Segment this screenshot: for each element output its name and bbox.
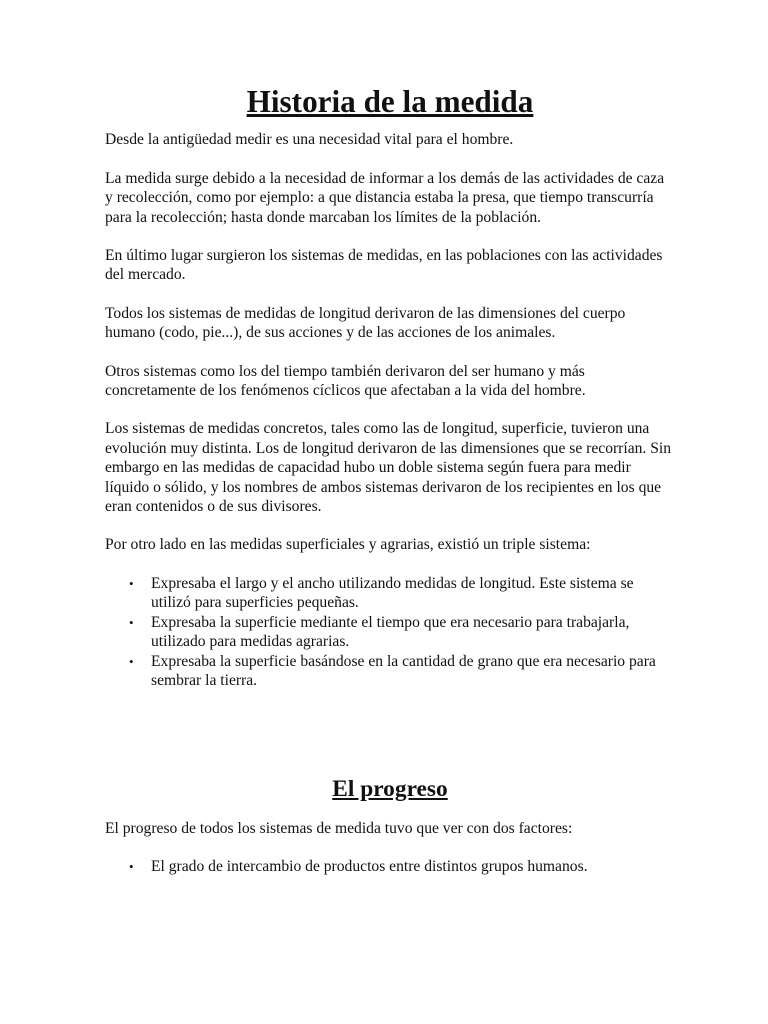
list-item-text: El grado de intercambio de productos entre distintos grupos humanos. <box>151 858 588 876</box>
bullet-list <box>105 574 675 690</box>
bullet-list <box>105 857 675 876</box>
paragraph: Los sistemas de medidas concretos, tales como las de longitud, superficie, tuvieron una evolución muy distinta. Los de longitud derivaron de las dimensiones que se recorrían. Sin embargo en las medidas de capacidad hubo un doble sistema según fuera para medir líquido o sólido, y los nombres de ambos sistemas derivaron de los recipientes en los que eran contenidos o de sus divisores. <box>105 420 672 516</box>
document-page <box>105 84 675 877</box>
paragraph: Todos los sistemas de medidas de longitud derivaron de las dimensiones del cuerpo humano (codo, pie...), de sus acciones y de las acciones de los animales. <box>105 304 626 342</box>
paragraph: El progreso de todos los sistemas de medida tuvo que ver con dos factores: <box>105 819 573 837</box>
bullet-icon: • <box>129 575 134 591</box>
bullet-icon: • <box>129 653 134 669</box>
paragraph: La medida surge debido a la necesidad de informar a los demás de las actividades de caza y recolección, como por ejemplo: a que distancia estaba la presa, que tiempo transcurría para la recolección; hasta donde marcaban los límites de la población. <box>105 169 665 226</box>
bullet-icon: • <box>129 859 134 875</box>
list-item-text: Expresaba la superficie mediante el tiempo que era necesario para trabajarla, utilizado para medidas agrarias. <box>151 613 630 651</box>
list-item <box>105 574 675 613</box>
paragraph: Otros sistemas como los del tiempo también derivaron del ser humano y más concretamente de los fenómenos cíclicos que afectaban a la vida del hombre. <box>105 362 586 400</box>
section-title-historia: Historia de la medida <box>246 84 534 119</box>
paragraph: Desde la antigüedad medir es una necesidad vital para el hombre. <box>105 131 514 149</box>
list-item <box>105 857 675 876</box>
section-title-progreso: El progreso <box>332 776 448 803</box>
list-item <box>105 652 675 691</box>
bullet-icon: • <box>129 614 134 630</box>
paragraph: En último lugar surgieron los sistemas de medidas, en las poblaciones con las actividades del mercado. <box>105 247 663 284</box>
paragraph: Por otro lado en las medidas superficiales y agrarias, existió un triple sistema: <box>105 536 591 554</box>
list-item-text: Expresaba la superficie basándose en la cantidad de grano que era necesario para sembrar la tierra. <box>151 652 656 689</box>
list-item-text: Expresaba el largo y el ancho utilizando medidas de longitud. Este sistema se utilizó para superficies pequeñas. <box>151 574 634 612</box>
list-item <box>105 613 675 652</box>
